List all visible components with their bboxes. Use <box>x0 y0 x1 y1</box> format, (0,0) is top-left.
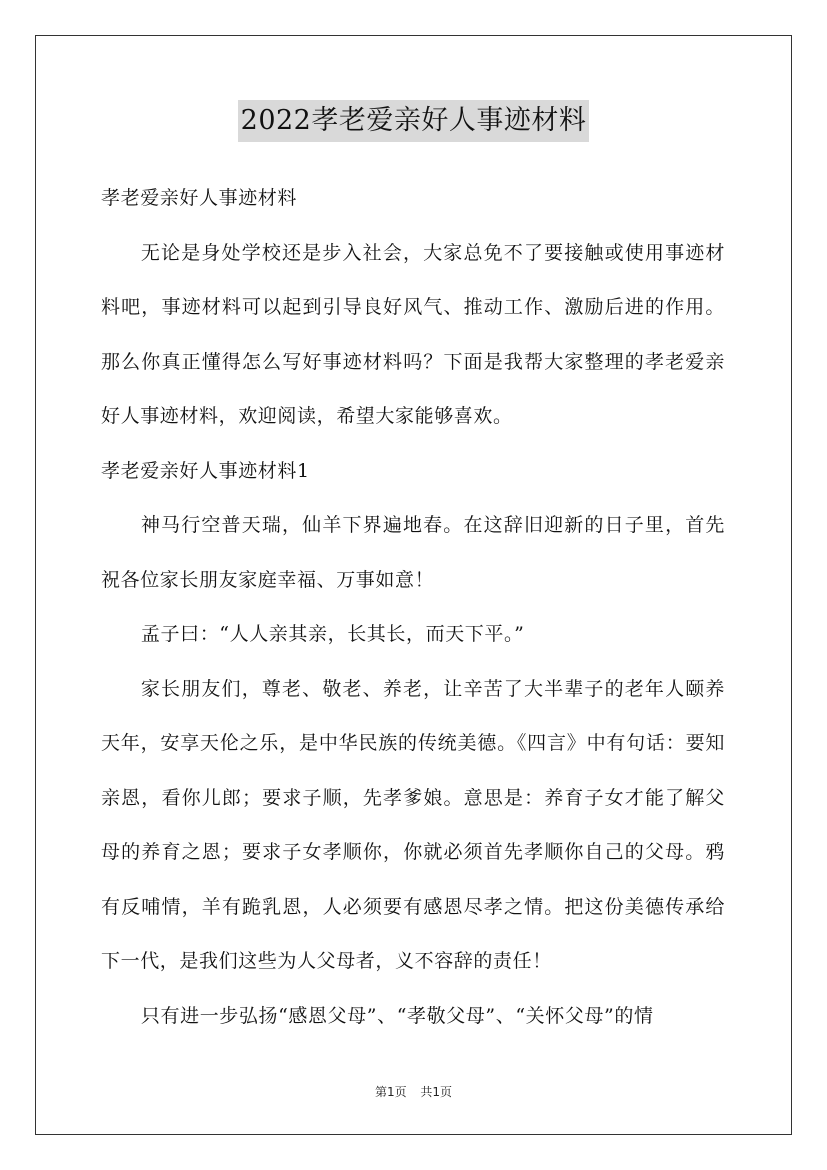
body-paragraph: 神马行空普天瑞，仙羊下界遍地春。在这辞旧迎新的日子里，首先祝各位家长朋友家庭幸福、万事如意！ <box>101 514 725 591</box>
body-paragraph: 家长朋友们，尊老、敬老、养老，让辛苦了大半辈子的老年人颐养天年，安享天伦之乐，是中华民族的传统美德。《四言》中有句话：要知亲恩，看你儿郎；要求子顺，先孝爹娘。意思是：养育子女才能了解父母的养育之恩；要求子女孝顺你，你就必须首先孝顺你自己的父母。鸦有反哺情，羊有跪乳恩，人必须要有感恩尽孝之情。把这份美德传承给下一代，是我们这些为人父母者，义不容辞的责任！ <box>101 677 725 972</box>
section-heading: 孝老爱亲好人事迹材料1 <box>101 459 310 482</box>
body-paragraph: 只有进一步弘扬“感恩父母”、“孝敬父母”、“关怀父母”的情 <box>140 1004 654 1027</box>
page-number: 第1页 <box>374 1085 407 1099</box>
body-paragraph: 无论是身处学校还是步入社会，大家总免不了要接触或使用事迹材料吧，事迹材料可以起到引导良好风气、推动工作、激励后进的作用。那么你真正懂得怎么写好事迹材料吗？下面是我帮大家整理的孝老爱亲好人事迹材料，欢迎阅读，希望大家能够喜欢。 <box>101 241 725 427</box>
document-title: 2022孝老爱亲好人事迹材料 <box>238 100 590 142</box>
body-paragraph: 孟子曰：“人人亲其亲，长其长，而天下平。” <box>140 623 525 645</box>
page-footer <box>0 1083 827 1100</box>
section-heading: 孝老爱亲好人事迹材料 <box>101 187 298 209</box>
page-total: 共1页 <box>420 1085 453 1099</box>
title-container <box>0 100 827 142</box>
document-body <box>101 171 725 1043</box>
